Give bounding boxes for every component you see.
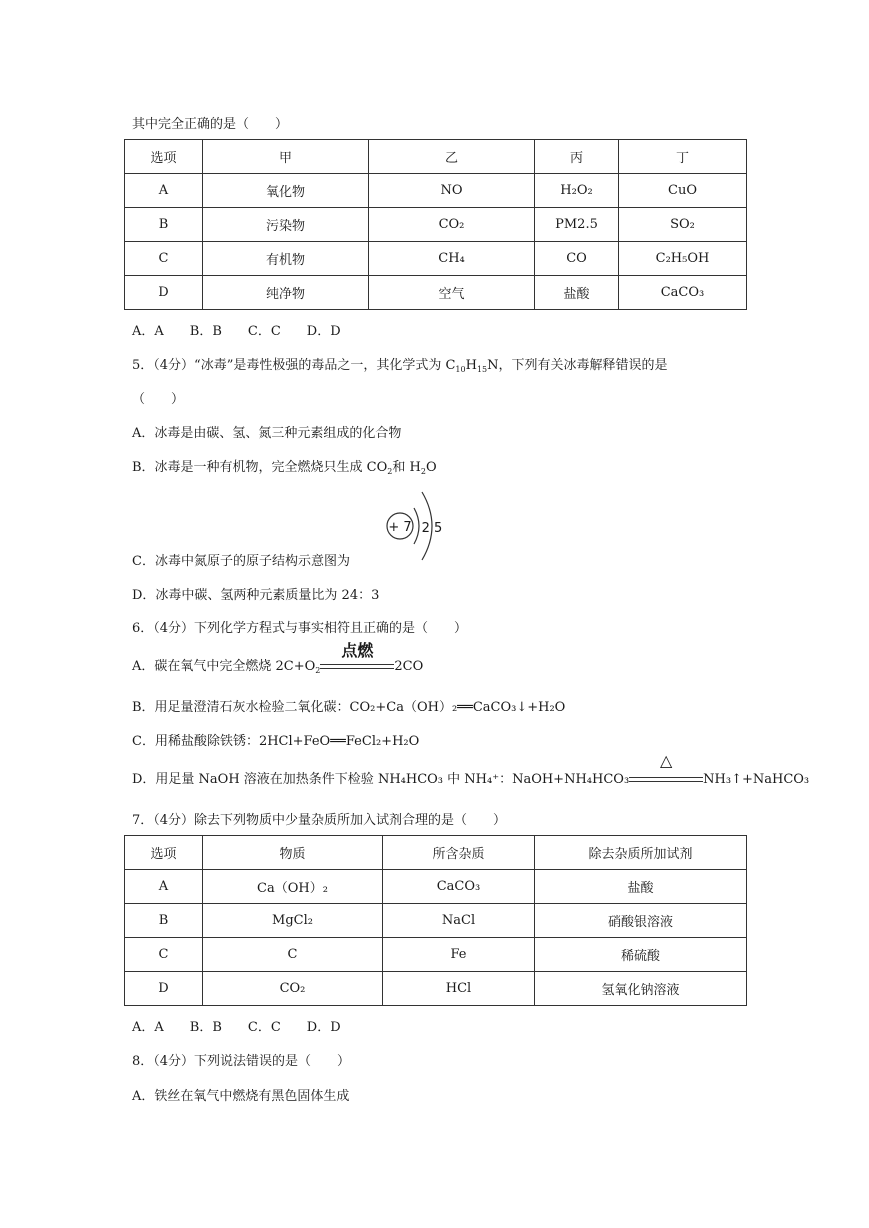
table-cell: Ca（OH）₂	[203, 870, 383, 904]
table-cell: C	[125, 938, 203, 972]
q6-option-c: C．用稀盐酸除铁锈：2HCl+FeO══FeCl₂+H₂O	[132, 734, 420, 749]
table-cell: B	[125, 904, 203, 938]
table-cell: C	[203, 938, 383, 972]
q6-stem: 6．（4分）下列化学方程式与事实相符且正确的是（ ）	[132, 621, 468, 636]
table-cell: D	[125, 276, 203, 310]
reaction-condition-arrow	[629, 750, 703, 785]
header-cell: 甲	[203, 140, 369, 174]
q5-stem-suffix: N，下列有关冰毒解释错误的是	[487, 358, 668, 373]
table-cell: 纯净物	[203, 276, 369, 310]
nucleus-charge: + 7	[388, 520, 412, 535]
table-cell: CuO	[619, 174, 747, 208]
table-cell: 污染物	[203, 208, 369, 242]
header-cell: 所含杂质	[383, 836, 535, 870]
nitrogen-atom-structure-diagram	[384, 488, 464, 568]
table-cell: D	[125, 972, 203, 1006]
table-cell: C	[125, 242, 203, 276]
table-cell: 空气	[369, 276, 535, 310]
table-cell: NO	[369, 174, 535, 208]
header-cell: 丁	[619, 140, 747, 174]
table-row	[125, 904, 747, 938]
table-cell: CO₂	[369, 208, 535, 242]
electron-shell-arc	[414, 508, 419, 544]
table-cell: B	[125, 208, 203, 242]
q4-stem: 其中完全正确的是（ ）	[132, 117, 289, 132]
table-header-row	[125, 140, 747, 174]
q6-option-b: B．用足量澄清石灰水检验二氧化碳：CO₂+Ca（OH）₂══CaCO₃↓+H₂O	[132, 700, 566, 715]
table-row	[125, 972, 747, 1006]
table-cell: CH₄	[369, 242, 535, 276]
table-cell: 硝酸银溶液	[535, 904, 747, 938]
q7-stem: 7．（4分）除去下列物质中少量杂质所加入试剂合理的是（ ）	[132, 813, 507, 828]
table-row	[125, 208, 747, 242]
q5-option-a: A．冰毒是由碳、氢、氮三种元素组成的化合物	[132, 426, 402, 441]
table-cell: 盐酸	[535, 276, 619, 310]
q5-stem-prefix: 5．（4分）“冰毒”是毒性极强的毒品之一，其化学式为 C	[132, 358, 456, 373]
q4-answer-options: A．A B．B C．C D．D	[132, 324, 341, 339]
heat-condition-label: △	[660, 750, 673, 770]
q5-stem: 5．（4分）“冰毒”是毒性极强的毒品之一，其化学式为 $C_{10}H_{15}N$，下列有关冰毒解释错误的是	[132, 358, 668, 374]
table-cell: 有机物	[203, 242, 369, 276]
table-cell: CO₂	[203, 972, 383, 1006]
table-cell: 稀硫酸	[535, 938, 747, 972]
table-cell: 氢氧化钠溶液	[535, 972, 747, 1006]
q4-table	[124, 139, 747, 310]
q8-option-a: A．铁丝在氧气中燃烧有黑色固体生成	[132, 1089, 350, 1104]
q5-option-d: D．冰毒中碳、氢两种元素质量比为 24：3	[132, 588, 380, 603]
table-cell: CaCO₃	[619, 276, 747, 310]
table-cell: CaCO₃	[383, 870, 535, 904]
q5-paren: （ ）	[132, 392, 185, 407]
table-cell: 氧化物	[203, 174, 369, 208]
table-cell: A	[125, 870, 203, 904]
header-cell: 物质	[203, 836, 383, 870]
table-header-row	[125, 836, 747, 870]
q7-table	[124, 835, 747, 1006]
table-cell: CO	[535, 242, 619, 276]
header-cell: 选项	[125, 836, 203, 870]
table-cell: C₂H₅OH	[619, 242, 747, 276]
reaction-condition-arrow	[320, 640, 394, 672]
table-cell: SO₂	[619, 208, 747, 242]
q5-option-b: B．冰毒是一种有机物，完全燃烧只生成 $CO_2$和 $H_2O$	[132, 460, 437, 476]
table-row	[125, 242, 747, 276]
table-row	[125, 870, 747, 904]
header-cell: 选项	[125, 140, 203, 174]
table-row	[125, 938, 747, 972]
table-cell: 盐酸	[535, 870, 747, 904]
table-cell: Fe	[383, 938, 535, 972]
q7-answer-options: A．A B．B C．C D．D	[132, 1020, 341, 1035]
header-cell: 丙	[535, 140, 619, 174]
q5-option-c: C．冰毒中氮原子的原子结构示意图为	[132, 554, 350, 569]
table-cell: H₂O₂	[535, 174, 619, 208]
table-cell: A	[125, 174, 203, 208]
table-cell: NaCl	[383, 904, 535, 938]
table-row	[125, 276, 747, 310]
table-cell: PM2.5	[535, 208, 619, 242]
condition-label: 点燃	[341, 640, 374, 660]
electron-counts: 2 5	[421, 521, 443, 536]
q6-option-a: A．碳在氧气中完全燃烧 $2C+O_2$ 点燃 2CO	[132, 655, 423, 675]
header-cell: 除去杂质所加试剂	[535, 836, 747, 870]
q6-option-d: D．用足量 NaOH 溶液在加热条件下检验 NH₄HCO₃ 中 NH₄⁺：NaOH+NH₄HCO₃ △ NH₃↑+NaHCO₃	[132, 750, 810, 787]
table-cell: HCl	[383, 972, 535, 1006]
table-row	[125, 174, 747, 208]
table-cell: MgCl₂	[203, 904, 383, 938]
header-cell: 乙	[369, 140, 535, 174]
q8-stem: 8．（4分）下列说法错误的是（ ）	[132, 1054, 351, 1069]
